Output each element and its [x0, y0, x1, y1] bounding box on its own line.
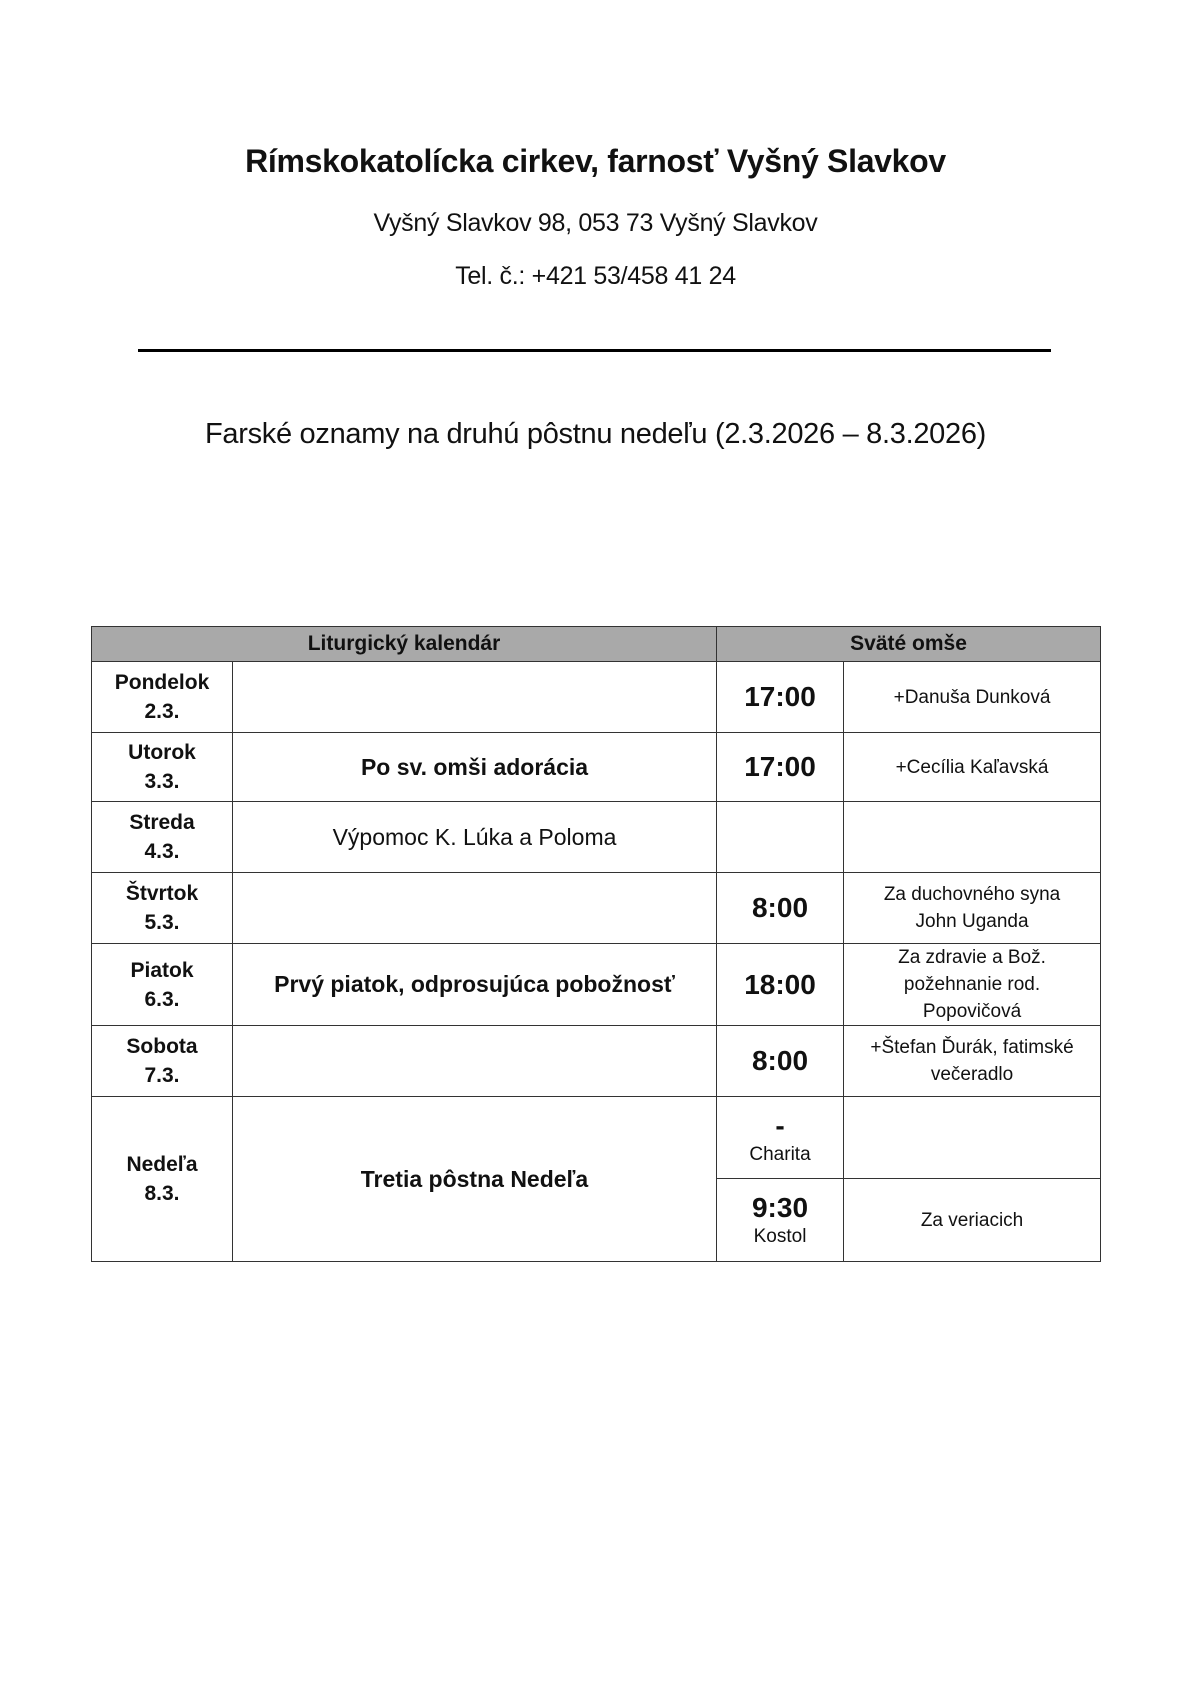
announcements-title: Farské oznamy na druhú pôstnu nedeľu (2.3.2026 – 8.3.2026): [204, 418, 987, 450]
table-row: [92, 1097, 1101, 1179]
mass-intention: [844, 802, 1101, 873]
day-cell: [92, 873, 233, 944]
mass-intention: +Danuša Dunková: [844, 662, 1101, 733]
mass-intention: Za veriacich: [844, 1179, 1101, 1262]
day-name: Štvrtok: [125, 882, 199, 905]
day-date: 5.3.: [144, 911, 180, 934]
day-name: Nedeľa: [126, 1153, 198, 1176]
table-row: [92, 802, 1101, 873]
event-cell: [233, 1026, 717, 1097]
mass-time: 8:00: [717, 1026, 844, 1097]
day-cell: [92, 944, 233, 1026]
day-name: Utorok: [128, 741, 196, 764]
day-date: 4.3.: [144, 840, 180, 863]
mass-time: 8:00: [717, 873, 844, 944]
table-row: [92, 662, 1101, 733]
day-name: Pondelok: [114, 671, 210, 694]
day-date: 3.3.: [144, 770, 180, 793]
schedule-table: [91, 626, 1101, 1262]
mass-time: [717, 1097, 844, 1179]
parish-address: Vyšný Slavkov 98, 053 73 Vyšný Slavkov: [373, 209, 818, 237]
day-name: Piatok: [130, 958, 194, 982]
event-cell: Výpomoc K. Lúka a Poloma: [233, 802, 717, 873]
mass-intention: [844, 1026, 1101, 1097]
intention-line: +Štefan Ďurák, fatimské: [870, 1037, 1074, 1058]
day-cell: [92, 1026, 233, 1097]
day-cell: [92, 802, 233, 873]
event-cell: Prvý piatok, odprosujúca pobožnosť: [233, 944, 717, 1026]
day-name: Streda: [129, 811, 195, 834]
day-date: 6.3.: [144, 987, 180, 1011]
table-header-row: [92, 627, 1101, 662]
day-date: 7.3.: [144, 1064, 180, 1087]
mass-place: Kostol: [753, 1226, 807, 1247]
parish-phone: Tel. č.: +421 53/458 41 24: [455, 262, 736, 290]
mass-time-value: -: [775, 1109, 785, 1141]
intention-line: Za zdravie a Bož.: [898, 947, 1046, 968]
day-date: 2.3.: [144, 700, 180, 723]
intention-line: Popovičová: [922, 1001, 1022, 1022]
mass-place: Charita: [749, 1143, 811, 1165]
day-date: 8.3.: [144, 1182, 180, 1205]
mass-time-value: 9:30: [751, 1192, 809, 1223]
event-cell: Tretia pôstna Nedeľa: [233, 1097, 717, 1262]
intention-line: John Uganda: [915, 911, 1029, 932]
parish-title: Rímskokatolícka cirkev, farnosť Vyšný Slavkov: [245, 143, 946, 179]
table-row: [92, 1026, 1101, 1097]
day-cell: [92, 662, 233, 733]
mass-time: [717, 1179, 844, 1262]
intention-line: Za duchovného syna: [883, 884, 1061, 905]
header-liturgical-calendar: Liturgický kalendár: [92, 627, 717, 662]
mass-intention: [844, 1097, 1101, 1179]
mass-intention: +Cecília Kaľavská: [844, 733, 1101, 802]
table-row: [92, 733, 1101, 802]
mass-time: 18:00: [717, 944, 844, 1026]
mass-intention: [844, 944, 1101, 1026]
header-holy-masses: Sväté omše: [717, 627, 1101, 662]
table-row: [92, 873, 1101, 944]
event-cell: [233, 873, 717, 944]
intention-line: večeradlo: [930, 1064, 1014, 1085]
table-row: [92, 944, 1101, 1026]
horizontal-rule: [138, 349, 1051, 352]
day-name: Sobota: [126, 1035, 198, 1058]
event-cell: [233, 662, 717, 733]
event-cell: Po sv. omši adorácia: [233, 733, 717, 802]
mass-time: [717, 802, 844, 873]
day-cell: [92, 733, 233, 802]
mass-time: 17:00: [717, 662, 844, 733]
day-cell: [92, 1097, 233, 1262]
mass-time: 17:00: [717, 733, 844, 802]
mass-intention: [844, 873, 1101, 944]
intention-line: požehnanie rod.: [903, 974, 1041, 995]
